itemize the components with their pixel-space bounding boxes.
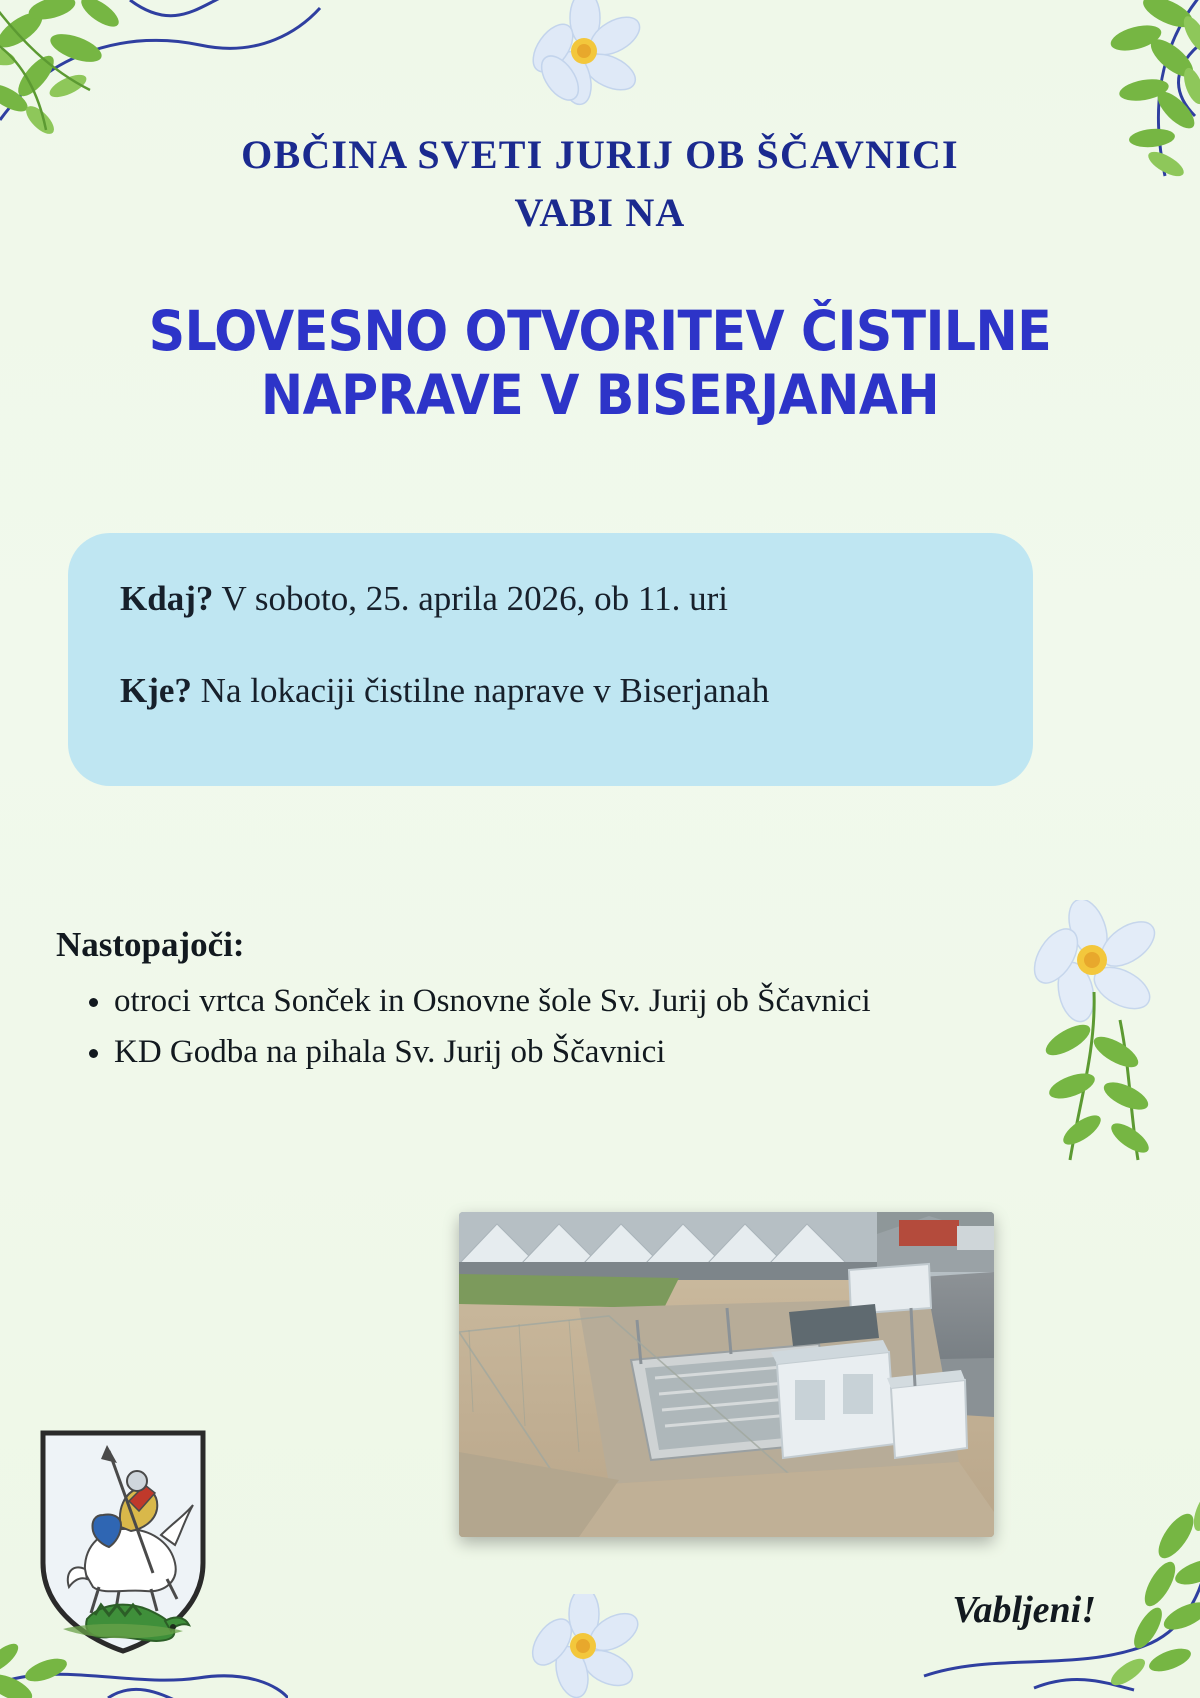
treatment-plant-photo — [459, 1212, 994, 1537]
list-item: • otroci vrtca Sonček in Osnovne šole Sv. Jurij ob Ščavnici — [114, 979, 994, 1024]
page-title-line-1: SLOVESNO OTVORITEV ČISTILNE — [148, 299, 1052, 363]
coat-of-arms — [33, 1423, 213, 1658]
event-details-panel — [68, 533, 1033, 786]
event-where-row — [120, 669, 981, 713]
poster-header — [0, 126, 1200, 242]
performers-heading: Nastopajoči: — [56, 925, 245, 964]
flower-decoration-bottom — [520, 1594, 650, 1698]
event-where-label: Kje? — [120, 670, 192, 710]
closing-text: Vabljeni! — [952, 1589, 1096, 1631]
event-when-row — [120, 577, 981, 621]
event-when-value: V soboto, 25. aprila 2026, ob 11. uri — [221, 579, 728, 618]
page-title — [29, 300, 1171, 428]
list-item: • KD Godba na pihala Sv. Jurij ob Ščavnici — [114, 1030, 994, 1075]
event-where-value: Na lokaciji čistilne naprave v Biserjanah — [200, 670, 770, 710]
organizer-name: OBČINA SVETI JURIJ OB ŠČAVNICI — [241, 132, 959, 177]
performers-section — [56, 925, 1080, 1080]
invitation-line: VABI NA — [514, 190, 686, 235]
event-when-label: Kdaj? — [120, 579, 214, 618]
flower-decoration-top — [520, 0, 650, 116]
performers-list — [56, 979, 1080, 1074]
page-title-line-2: NAPRAVE V BISERJANAH — [260, 362, 940, 427]
